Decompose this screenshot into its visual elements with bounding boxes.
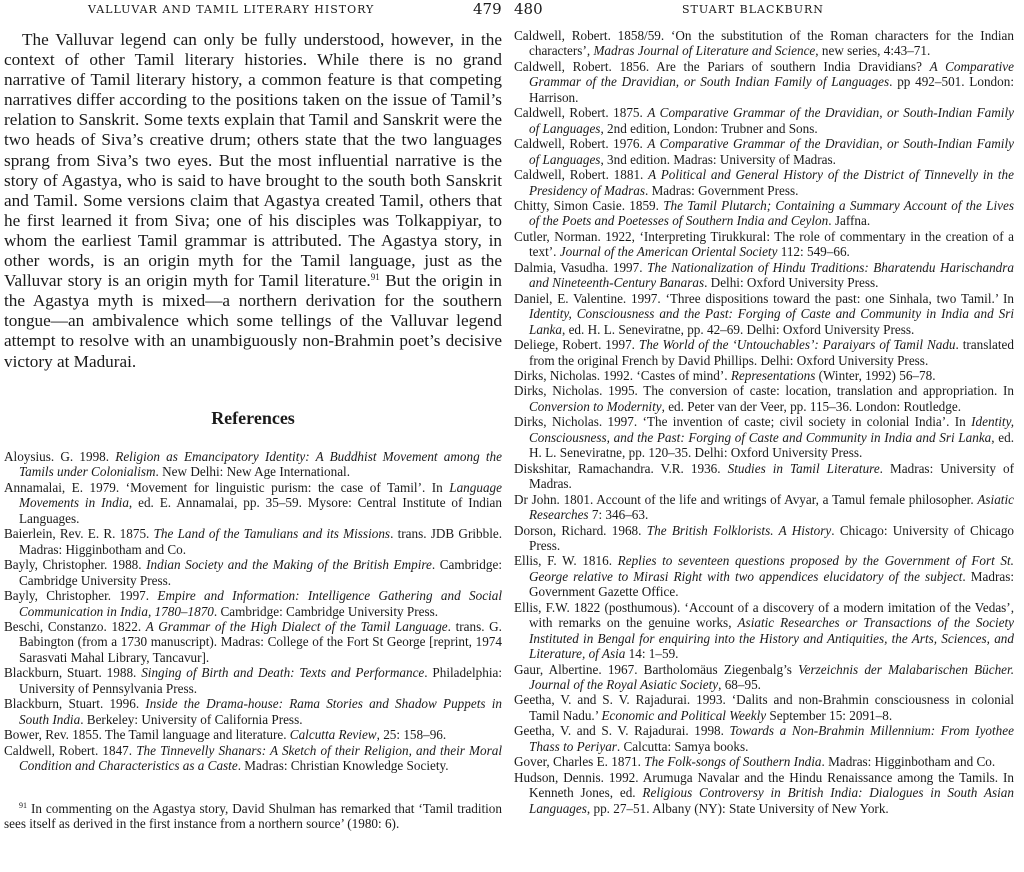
- reference-text: Blackburn, Stuart. 1988.: [4, 665, 142, 681]
- running-head-right: STUART BLACKBURN: [682, 3, 824, 16]
- reference-entry: [514, 105, 1014, 136]
- reference-entry: [4, 588, 502, 619]
- reference-title: A Comparative Grammar of the Dravidian, or South-Indian Family of Languages: [529, 136, 1014, 167]
- reference-title: Replies to seventeen questions proposed by the Government of Fort St. George relative to Mirasi Right with two appendices elucidatory of the subject: [529, 553, 1014, 584]
- reference-title: Empire and Information: Intelligence Gathering and Social Communication in India, 1780–1870: [19, 588, 502, 619]
- reference-entry: [4, 480, 502, 526]
- reference-text: . Cambridge: Cambridge University Press.: [19, 557, 502, 588]
- reference-entry: [4, 557, 502, 588]
- reference-text: Caldwell, Robert. 1847.: [4, 742, 137, 758]
- reference-text: Bower, Rev. 1855. The Tamil language and literature.: [4, 727, 290, 743]
- reference-text: Ellis, F.W. 1822 (posthumous). ‘Account of a discovery of a modern imitation of the Vedas’, with remarks on the genuine works,: [514, 599, 1014, 631]
- reference-title: The Land of the Tamulians and its Missions: [153, 526, 391, 542]
- reference-text: Baierlein, Rev. E. R. 1875.: [4, 526, 154, 542]
- reference-text: Dirks, Nicholas. 1995. The conversion of caste: location, translation and appropriation. In: [514, 383, 1014, 399]
- reference-title: Towards a Non-Brahmin Millennium: From Iyothee Thass to Periyar: [529, 723, 1014, 754]
- reference-text: Annamalai, E. 1979. ‘Movement for linguistic purism: the case of Tamil’. In: [4, 479, 450, 495]
- reference-title: Verzeichnis der Malabarischen Bücher. Journal of the Royal Asiatic Society: [529, 661, 1014, 693]
- reference-text: Cutler, Norman. 1922, ‘Interpreting Tirukkural: The role of commentary in the creation of a text’.: [514, 228, 1014, 260]
- footnote: [4, 801, 502, 832]
- reference-text: . New Delhi: New Age International.: [155, 464, 351, 480]
- reference-text: Dirks, Nicholas. 1992. ‘Castes of mind’.: [514, 367, 731, 383]
- reference-text: , new series, 4:43–71.: [815, 43, 931, 59]
- reference-text: Hudson, Dennis. 1992. Arumuga Navalar and the Hindu Renaissance among the Tamils. In Kenneth Jones, ed.: [514, 769, 1014, 801]
- reference-title: A Comparative Grammar of the Dravidian, or South-Indian Family of Languages: [529, 105, 1014, 136]
- reference-text: Caldwell, Robert. 1875.: [514, 105, 648, 121]
- reference-entry: [514, 692, 1014, 723]
- reference-entry: [4, 526, 502, 557]
- reference-entry: [4, 449, 502, 480]
- reference-entry: [514, 136, 1014, 167]
- reference-text: . Berkeley: University of California Press.: [80, 711, 303, 727]
- reference-text: . translated from the original French by David Phillips. Delhi: Oxford University Press.: [529, 337, 1014, 368]
- reference-entry: [514, 28, 1014, 59]
- reference-text: Dr John. 1801. Account of the life and writings of Avyar, a Tamul female philosopher.: [514, 491, 978, 507]
- reference-title: Inside the Drama-house: Rama Stories and Shadow Puppets in South India: [19, 696, 502, 727]
- essay-text: The Valluvar legend can only be fully understood, however, in the context of other Tamil literary histories. While there is no grand narrative of Tamil literary history, a common feature is that competing narratives differ according to the positions taken on the issue of Tamil’s relation to Sanskrit. Some texts explain that Tamil and Sanskrit were the two heads of Siva’s creative drum; others state that the two languages sprang from Siva’s two eyes. But the most influential narrative is the story of Agastya, who is said to have brought to the south both Sanskrit and Tamil. Some versions claim that Agastya created Tamil, others that he first learned it from Siva; one of his disciples was Tolkappiyar, to whom the earliest Tamil grammar is attributed. The Agastya story, in other words, is an origin myth for the Tamil language, just as the Valluvar story is an origin myth for Tamil literature.: [4, 30, 502, 291]
- reference-text: , 25: 158–96.: [376, 727, 447, 743]
- reference-text: , ed. H. L. Seneviratne, pp. 42–69. Delhi: Oxford University Press.: [561, 321, 915, 337]
- reference-text: Beschi, Constanzo. 1822.: [4, 618, 146, 634]
- reference-text: Dorson, Richard. 1968.: [514, 522, 647, 538]
- reference-entry: [514, 723, 1014, 754]
- reference-text: Bayly, Christopher. 1997.: [4, 588, 158, 604]
- essay-paragraph: [4, 30, 502, 372]
- reference-text: Bayly, Christopher. 1988.: [4, 557, 147, 573]
- reference-text: . Delhi: Oxford University Press.: [704, 275, 879, 291]
- reference-entry: [514, 59, 1014, 105]
- reference-title: Singing of Birth and Death: Texts and Performance: [141, 665, 425, 681]
- reference-entry: [514, 600, 1014, 662]
- reference-title: The British Folklorists. A History: [646, 522, 832, 538]
- reference-entry: [514, 229, 1014, 260]
- reference-entry: [514, 461, 1014, 492]
- reference-text: , ed. H. L. Seneviratne, pp. 120–35. Delhi: Oxford University Press.: [529, 429, 1014, 461]
- reference-text: . Calcutta: Samya books.: [616, 738, 749, 754]
- reference-entry: [514, 754, 1014, 769]
- reference-text: Aloysius. G. 1998.: [4, 449, 116, 464]
- reference-title: A Grammar of the High Dialect of the Tamil Language: [145, 618, 448, 634]
- footnote-marker[interactable]: 91: [370, 272, 380, 283]
- footnote-text: In commenting on the Agastya story, David Shulman has remarked that ‘Tamil tradition sees itself as derived in the first instance from a northern source’ (1980: 6).: [4, 801, 502, 832]
- reference-text: Gaur, Albertine. 1967. Bartholomäus Ziegenbalg’s: [514, 661, 799, 677]
- reference-text: , 3nd edition. Madras: University of Madras.: [600, 151, 836, 167]
- reference-text: . trans. G. Babington (from a 1730 manuscript). Madras: College of the Fort St George [reprint, 1974 Sarasvati Mahal Library, Tancavur].: [19, 618, 502, 665]
- reference-entry: [514, 260, 1014, 291]
- reference-text: , ed. E. Annamalai, pp. 35–59. Mysore: Central Institute of Indian Languages.: [19, 495, 502, 526]
- reference-title: Asiatic Researches or Transactions of the Society Instituted in Bengal for enquiring into the History and Antiquities, the Arts, Sciences, and Literature, of Asia: [529, 615, 1015, 662]
- reference-entry: [514, 523, 1014, 554]
- reference-entry: [514, 337, 1014, 368]
- reference-text: . pp 492–501. London: Harrison.: [529, 74, 1014, 105]
- reference-text: Dalmia, Vasudha. 1997.: [514, 259, 648, 275]
- reference-title: Economic and Political Weekly: [601, 707, 767, 723]
- reference-title: The Nationalization of Hindu Traditions: Bharatendu Harischandra and Nineteenth-Century Banaras: [529, 259, 1014, 291]
- reference-entry: [4, 665, 502, 696]
- reference-text: . Madras: University of Madras.: [529, 460, 1014, 492]
- reference-text: . Madras: Christian Knowledge Society.: [237, 758, 449, 774]
- reference-entry: [514, 167, 1014, 198]
- reference-title: The Tamil Plutarch; Containing a Summary Account of the Lives of the Poets and Poetesses of Southern India and Ceylon: [529, 197, 1014, 229]
- reference-title: The World of the ‘Untouchables’: Paraiyars of Tamil Nadu: [638, 337, 956, 353]
- reference-entry: [514, 492, 1014, 523]
- essay-text-continued: But the origin in the Agastya myth is mixed—a northern derivation for the southern tongue—an ambivalence which some tellings of the Valluvar legend attempt to resolve with an unambiguously non-Brahmin poet’s decisive victory at Madurai.: [4, 271, 502, 371]
- reference-text: Geetha, V. and S. V. Rajadurai. 1998.: [514, 723, 730, 739]
- reference-text: , 2nd edition, London: Trubner and Sons.: [600, 120, 818, 136]
- reference-text: . Cambridge: Cambridge University Press.: [213, 603, 439, 619]
- reference-text: Caldwell, Robert. 1858/59. ‘On the substitution of the Roman characters for the Indian characters’,: [514, 28, 1014, 59]
- reference-text: Geetha, V. and S. V. Rajadurai. 1993. ‘Dalits and non-Brahmin consciousness in colonial Tamil Nadu.’: [514, 692, 1014, 723]
- reference-list-left: [4, 449, 502, 774]
- reference-title: Identity, Consciousness, and the Past: Forging of Caste and Community in India and Sri Lanka: [529, 414, 1014, 445]
- right-page: [512, 0, 1016, 872]
- reference-text: . Madras: Government Press.: [644, 182, 799, 198]
- reference-entry: [514, 198, 1014, 229]
- reference-text: 7: 346–63.: [588, 507, 649, 523]
- reference-entry: [514, 414, 1014, 460]
- references-heading: References: [211, 408, 295, 428]
- reference-text: Blackburn, Stuart. 1996.: [4, 696, 146, 712]
- reference-entry: [514, 291, 1014, 337]
- reference-title: A Comparative Grammar of the Dravidian, or South Indian Family of Languages: [529, 58, 1014, 90]
- reference-title: Representations: [730, 367, 816, 383]
- reference-entry: [4, 696, 502, 727]
- reference-text: , pp. 27–51. Albany (NY): State University of New York.: [586, 800, 889, 816]
- reference-title: A Political and General History of the District of Tinnevelly in the Presidency of Madras: [529, 167, 1014, 198]
- reference-entry: [514, 662, 1014, 693]
- reference-text: . Madras: Higginbotham and Co.: [821, 754, 996, 770]
- left-page: [0, 0, 506, 872]
- reference-title: Madras Journal of Literature and Science: [593, 43, 816, 59]
- reference-list-right: [514, 28, 1014, 816]
- reference-title: The Folk-songs of Southern India: [644, 754, 822, 770]
- reference-title: Studies in Tamil Literature: [727, 460, 880, 476]
- footnote-number: 91: [19, 801, 27, 810]
- running-head-left: VALLUVAR AND TAMIL LITERARY HISTORY: [88, 3, 375, 16]
- reference-title: Religious Controversy in British India: Dialogues in South Asian Languages: [529, 785, 1014, 816]
- page-number-right: 480: [514, 0, 543, 18]
- reference-text: , ed. Peter van der Veer, pp. 115–36. London: Routledge.: [661, 398, 962, 414]
- reference-entry: [514, 383, 1014, 414]
- reference-entry: [514, 553, 1014, 599]
- reference-text: Diskshitar, Ramachandra. V.R. 1936.: [514, 460, 728, 476]
- reference-text: Caldwell, Robert. 1881.: [514, 167, 649, 183]
- reference-entry: [4, 727, 502, 742]
- reference-title: The Tinnevelly Shanars: A Sketch of their Religion, and their Moral Condition and Characteristics as a Caste: [19, 742, 502, 774]
- reference-text: Deliege, Robert. 1997.: [514, 337, 639, 353]
- reference-text: . Philadelphia: University of Pennsylvania Press.: [19, 665, 503, 696]
- reference-text: Dirks, Nicholas. 1997. ‘The invention of caste; civil society in colonial India’. In: [514, 414, 972, 430]
- reference-entry: [4, 743, 502, 774]
- reference-text: . trans. JDB Gribble. Madras: Higginbotham and Co.: [19, 526, 503, 557]
- reference-text: 112: 549–66.: [777, 244, 850, 260]
- reference-title: Journal of the American Oriental Society: [559, 244, 778, 260]
- reference-entry: [514, 368, 1014, 383]
- reference-text: Caldwell, Robert. 1976.: [514, 136, 648, 152]
- reference-text: . Jaffna.: [828, 213, 871, 229]
- reference-text: Daniel, E. Valentine. 1997. ‘Three dispositions toward the past: one Sinhala, two Tamil.’ In: [514, 290, 1014, 306]
- reference-text: September 15: 2091–8.: [766, 707, 893, 723]
- reference-text: Ellis, F. W. 1816.: [514, 553, 618, 569]
- reference-text: 14: 1–59.: [625, 646, 679, 662]
- reference-text: Caldwell, Robert. 1856. Are the Pariars of southern India Dravidians?: [514, 58, 930, 74]
- reference-entry: [514, 770, 1014, 816]
- reference-title: Religion as Emancipatory Identity: A Buddhist Movement among the Tamils under Colonialism: [19, 449, 502, 480]
- reference-text: Chitty, Simon Casie. 1859.: [514, 197, 664, 213]
- reference-text: . Chicago: University of Chicago Press.: [529, 522, 1015, 553]
- reference-title: Language Movements in India: [19, 479, 502, 511]
- reference-text: Gover, Charles E. 1871.: [514, 754, 645, 770]
- page-number-left: 479: [473, 0, 502, 18]
- reference-text: . Madras: Government Gazette Office.: [529, 568, 1014, 600]
- reference-title: Indian Society and the Making of the British Empire: [146, 557, 432, 573]
- reference-title: Conversion to Modernity: [529, 398, 662, 414]
- reference-title: Identity, Consciousness and the Past: Forging of Caste and Community in India and Sri Lanka: [529, 306, 1014, 337]
- reference-entry: [4, 619, 502, 665]
- reference-text: (Winter, 1992) 56–78.: [815, 367, 936, 383]
- reference-title: Calcutta Review: [289, 727, 377, 743]
- reference-title: Asiatic Researches: [529, 491, 1014, 523]
- reference-text: , 68–95.: [718, 677, 761, 693]
